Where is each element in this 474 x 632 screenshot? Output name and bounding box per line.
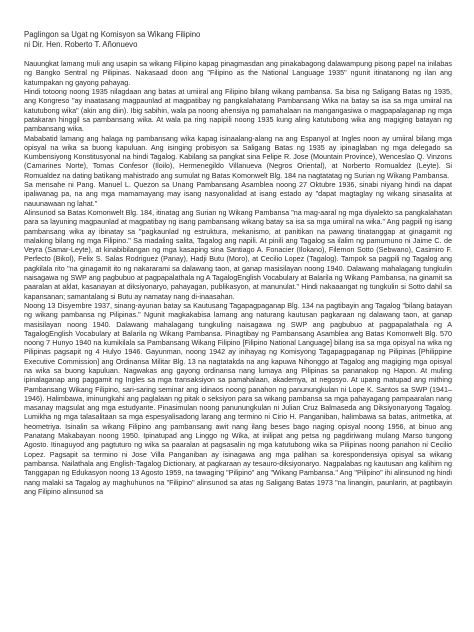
paragraph: Sa mensahe ni Pang. Manuel L. Quezon sa Unang Pambansang Asamblea noong 27 Oktubre 1936, sinabi niyang hindi na dapat ipaliwanag pa, na ang mga mamamayang may isang nasyonalidad at isang estado ay "dapat magtaglay ng wikang sinasalita at nauunawaan ng lahat." bbox=[24, 180, 452, 208]
document-title: Paglingon sa Ugat ng Komisyon sa Wikang Filipino bbox=[24, 30, 201, 39]
paragraph: Alinsunod sa Batas Komonwelt Blg. 184, itinatag ang Surian ng Wikang Pambansa "na mag-aaral ng mga diyalekto sa pangkalahatan para sa layuning magpaunlad at magpatibay ng isang pambansang wikang batay sa isa sa mga umiiral na wika." Ang pagpili ng isang pambansang wika ay ibinatay sa "pagkaunlad ng estruktura, mekanismo, at panitikan na pawang tinatanggap at ginagamit ng malaking bilang ng mga Filipino." Sa madaling salita, Tagalog ang napili. At pinili ang Tagalog sa ilalim ng pamumuno ni Jaime C. de Veyra (Samar-Leyte), at kinabibilangan ng mga kasaping sina Santiago A. Fonacier (Ilokano), Filemon Sotto (Sebwano), Casimiro F. Perfecto (Bikol), Felix S. Salas Rodriguez (Panay), Hadji Butu (Moro), at Cecilio Lopez (Tagalog). Tampok sa pagpili ng Tagalog ang pagkilala rito "na ginagamit ito ng nakararami sa dalawang taon, at ganap masisilayan noong 1940. Dalawang mahalagang tungkulin naisagawa ng SWP ang pagbubuo at pagpapalathala ng A TagalogEnglish Vocabulary at Balarila ng Wikang Pambansa, na ginamit sa paaralan at aklat, kasanayan at diksiyonaryo, pahayagan, publikasyon, at manunulat." Hindi nakaaangat ng tungkulin si Sotto dahil sa kapansanan; samantalang si Butu ay namatay nang di-inaasahan. bbox=[24, 207, 452, 301]
paragraph: Mababatid lamang ang halaga ng pambansang wika kapag isinaalang-alang na ang Espanyol at Ingles noon ay umiiral bilang mga opisyal na wika sa buong kapuluan. Ang isinging probisyon sa Saligang Batas ng 1935 ay ipinaglaban ng mga delegado sa Kumbensiyong Konstitusyonal na hindi Tagalog. Kabilang sa pangkat sina Felipe R. Jose (Mountain Province), Wenceslao Q. Vinzons (Camarines Norte), Tomas Confesor (Iloilo), Hermenegildo Villanueva (Negros Oriental), at Norberto Romualdez (Leyte). Si Romualdez na dating batikang mahistrado ang sumulat ng Batas Komonwelt Blg. 184 na nagtatatag ng Surian ng Wikang Pambansa. bbox=[24, 133, 452, 180]
document-author: ni Dir. Hen. Roberto T. Añonuevo bbox=[24, 39, 138, 49]
paragraph: Noong 13 Disyembre 1937, sinang-ayunan batay sa Kautusang Tagapagpaganap Blg. 134 na pagtibayin ang Tagalog "bilang batayan ng wikang pambansa ng Pilipinas." Ngunit magkakabisa lamang ang naturang kautusan pagkaraan ng dalawang taon, at ganap masisilayan noong 1940. Dalawang mahalagang tungkuling naisagawa ng SWP ang pagbubuo at pagpapalathala ng A TagalogEnglish Vocabulary at Balarila ng Wikang Pambansa. Pinagtibay ng Pambansang Asamblea ang Batas Komonwelt Blg. 570 noong 7 Hunyo 1940 na kumikilala sa Pambansang Wikang Filipino [Filipino National Language] bilang isa sa mga opisyal na wika ng Pilipinas pagsapit ng 4 Hulyo 1946. Gayunman, noong 1942 ay inihayag ng Komisyong Tagapagpaganap ng Pilipinas [Philippine Executive Commission] ang Ordinansa Militar Blg. 13 na nagtatakda na ang kapuwa Nihonggo at Tagalog ang magiging mga opisyal na wika sa buong kapuluan. Nagwakas ang gayong ordinansa nang lumaya ang Pilipinas sa pananakop ng Hapon. At muling ipinalaganap ang paggamit ng Ingles sa mga transaksiyon sa pamahalaan, akademya, at negosyo. At upang matupad ang mithing Pambansang Wikang Filipino, sari-saring seminar ang idinaos noong panahon ng panunungkulan ni Lope K. Santos sa SWP (1941–1946). Halimbawa, iminungkahi ang paglalaan ng pitak o seksiyon para sa wikang pambansa sa mga pahayagang pampaaralan nang masanay magsulat ang mga estudyante. Pinasimulan noong panunungkulan ni Julian Cruz Balmaseda ang Diksiyonaryong Tagalog. Lumikha ng mga talasalitaan sa mga espesyalisadong larang ang termino ni Cirio H. Panganiban, halimbawa sa batas, aritmetika, at heometriya. Isinalin sa wikang Filipino ang pambansang awit nang ilang beses bago naging opisyal noong 1956, at binuo ang Panatang Makabayan noong 1950. Ipinatupad ang Linggo ng Wika, at inilipat ang petsa ng pagdiriwang mulang Marso tungong Agosto. Itinaguyod ang pagtuturo ng wika sa paaralan at pagsasalin ng mga katutubong wika sa Pilipinas noong panahon ni Cecilio Lopez. Pagsapit sa termino ni Jose Villa Panganiban ay isinagawa ang mga palihan sa korespondensiya opisyal sa wikang pambansa. Nailathala ang English-Tagalog Dictionary, at pagkaraan ay tesauro-diksiyonaryo. Nagpalabas ng kautusan ang kalihim ng Tanggapan ng Edukasyon noong 13 Agosto 1959, na tawaging "Pilipino" ang "Wikang Pambansa." Ang "Pilipino" ihi alinsunod ng hindi nang malaki sa Tagalog ay maghuhunos na "Filipino" alinsunod sa atas ng Saligang Batas 1973 "na linangin, paunlarin, at pagtibayin ang Filipino alinsunod sa bbox=[24, 300, 452, 496]
paragraph: Hindi totoong noong 1935 nilagdaan ang batas at umiiral ang Filipino bilang wikang pambansa. Sa bisa ng Saligang Batas ng 1935, ang Kongreso "ay inaatasang magpaunlad at magpatibay ng pangkalahatang Pambansang Wika na batay sa isa sa mga umiiral na katutubong wika" (akin ang diin). Ibig sabihin, wala pa noong ahensiya ng pamahalaan na mangangasiwa o magpapalaganap ng mga patakaran hinggil sa pambansang wika. At wala pa ring napipili noong 1935 kung aling katutubong wika ang magiging batayan ng pambansang wika. bbox=[24, 87, 452, 134]
paragraph: Nauungkat lamang muli ang usapin sa wikang Filipino kapag pinagmasdan ang pinakabagong dalawampung pisong papel na inilabas ng Bangko Sentral ng Pilipinas. Nakasaad doon ang "Filipino as the National Language 1935" ngunit itinatanong ng ilan ang katumpakan ng gayong pahayag. bbox=[24, 59, 452, 87]
document-body bbox=[24, 59, 452, 496]
